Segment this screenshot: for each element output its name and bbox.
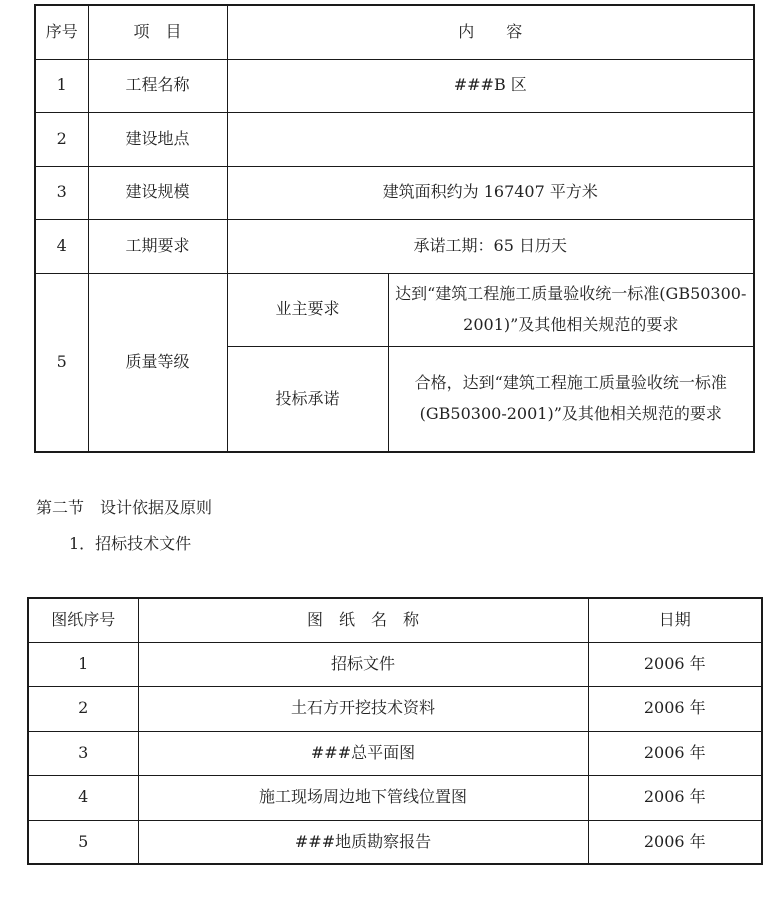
quality-sub-content: 合格，达到“建筑工程施工质量验收统一标准(GB50300-2001)”及其他相关规范的要求 — [388, 346, 754, 452]
row-number: 5 — [35, 273, 88, 452]
quality-sub-label: 业主要求 — [227, 273, 388, 346]
header-cell: 图纸序号 — [28, 598, 138, 642]
table-row — [28, 642, 762, 686]
row-item: 建设规模 — [88, 166, 227, 219]
project-overview-table — [34, 4, 755, 453]
row-item: 工期要求 — [88, 219, 227, 273]
table-row — [28, 820, 762, 864]
drawing-date: 2006 年 — [588, 820, 762, 864]
row-number: 5 — [28, 820, 138, 864]
table-row — [35, 112, 754, 166]
drawing-date: 2006 年 — [588, 642, 762, 686]
table-row — [28, 731, 762, 775]
row-number: 2 — [35, 112, 88, 166]
table-header-row — [35, 5, 754, 59]
table-row — [28, 775, 762, 820]
header-cell: 日期 — [588, 598, 762, 642]
drawing-date: 2006 年 — [588, 686, 762, 731]
row-number: 3 — [28, 731, 138, 775]
drawing-name: ###地质勘察报告 — [138, 820, 588, 864]
table-row — [35, 59, 754, 112]
drawing-name: 土石方开挖技术资料 — [138, 686, 588, 731]
row-item: 质量等级 — [88, 273, 227, 452]
quality-sub-content: 达到“建筑工程施工质量验收统一标准(GB50300-2001)”及其他相关规范的要求 — [388, 273, 754, 346]
table-row — [28, 686, 762, 731]
table-header-row — [28, 598, 762, 642]
row-item: 建设地点 — [88, 112, 227, 166]
drawing-name: 招标文件 — [138, 642, 588, 686]
drawing-date: 2006 年 — [588, 731, 762, 775]
header-cell: 内 容 — [227, 5, 754, 59]
quality-sub-label: 投标承诺 — [227, 346, 388, 452]
row-number: 3 — [35, 166, 88, 219]
row-number: 4 — [35, 219, 88, 273]
row-content: 建筑面积约为 167407 平方米 — [227, 166, 754, 219]
row-item: 工程名称 — [88, 59, 227, 112]
drawing-name: ###总平面图 — [138, 731, 588, 775]
header-cell: 序号 — [35, 5, 88, 59]
subsection-title: 1．招标技术文件 — [69, 534, 192, 553]
table-row — [35, 166, 754, 219]
row-number: 1 — [35, 59, 88, 112]
table-row — [35, 219, 754, 273]
row-content: 承诺工期：65 日历天 — [227, 219, 754, 273]
row-number: 2 — [28, 686, 138, 731]
table-row — [35, 273, 754, 346]
section-title: 第二节 设计依据及原则 — [36, 498, 213, 517]
drawing-date: 2006 年 — [588, 775, 762, 820]
row-number: 4 — [28, 775, 138, 820]
row-number: 1 — [28, 642, 138, 686]
drawings-table — [27, 597, 763, 865]
header-cell: 项 目 — [88, 5, 227, 59]
header-cell: 图 纸 名 称 — [138, 598, 588, 642]
drawing-name: 施工现场周边地下管线位置图 — [138, 775, 588, 820]
row-content — [227, 112, 754, 166]
row-content: ###B 区 — [227, 59, 754, 112]
